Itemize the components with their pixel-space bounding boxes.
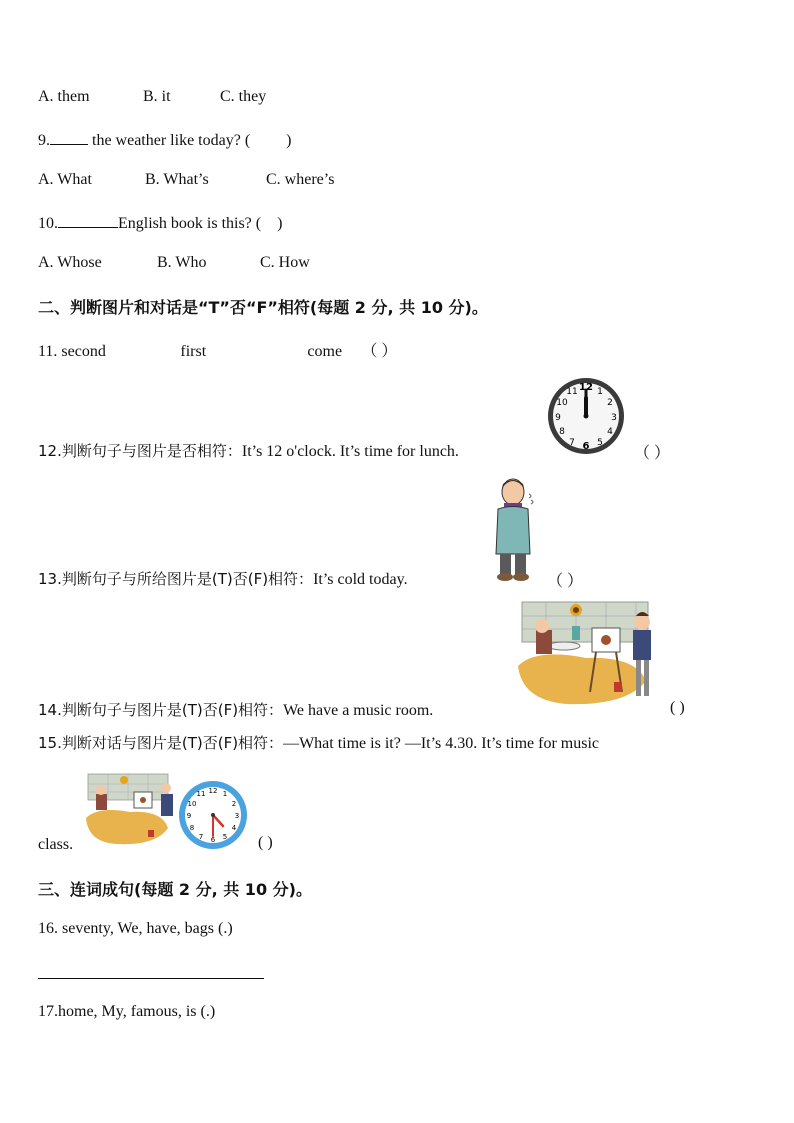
q10-number: 10. (38, 215, 58, 232)
q11-answer-paren[interactable]: （ ） (361, 343, 398, 360)
clock-12-icon (546, 376, 626, 456)
q8-option-b: B. it (143, 88, 171, 105)
q15-text: —What time is it? —It’s 4.30. It’s time for music (283, 735, 600, 752)
q11-word-3: come (307, 343, 343, 360)
clock-430-icon (178, 780, 248, 850)
q9-paren-close: ) (286, 132, 292, 149)
q10-options (38, 254, 310, 272)
svg-text:11: 11 (196, 790, 206, 798)
q11-word-1: second (61, 343, 106, 360)
section-2-heading: 二、判断图片和对话是“T”否“F”相符(每题 2 分, 共 10 分)。 (38, 298, 488, 317)
svg-text:12: 12 (579, 382, 593, 393)
svg-text:4: 4 (607, 427, 613, 437)
svg-text:2: 2 (231, 800, 237, 808)
svg-text:10: 10 (556, 398, 568, 408)
question-13 (38, 568, 408, 589)
svg-text:4: 4 (231, 824, 237, 832)
svg-text:9: 9 (186, 812, 192, 820)
q14-answer-paren[interactable]: ( ) (670, 699, 685, 716)
q9-option-a: A. What (38, 171, 92, 188)
q13-prefix: 13.判断句子与所给图片是(T)否(F)相符： (38, 570, 314, 588)
art-room-image-small (84, 770, 180, 852)
q10-text: English book is this? ( (118, 215, 262, 232)
q15-prefix: 15.判断对话与图片是(T)否(F)相符： (38, 734, 284, 752)
svg-text:6: 6 (582, 441, 590, 452)
svg-text:1: 1 (222, 790, 228, 798)
q16-answer-line[interactable] (38, 978, 264, 979)
svg-text:6: 6 (210, 836, 216, 844)
cold-boy-image (490, 476, 536, 584)
q10-paren-close: ) (277, 215, 283, 232)
svg-text:7: 7 (569, 438, 575, 448)
svg-text:1: 1 (597, 387, 603, 397)
question-9 (38, 130, 291, 150)
svg-text:5: 5 (597, 438, 603, 448)
svg-text:7: 7 (198, 833, 204, 841)
svg-text:10: 10 (187, 800, 197, 808)
q13-text: It’s cold today. (313, 571, 408, 588)
svg-text:12: 12 (208, 787, 218, 795)
q8-option-a: A. them (38, 88, 90, 105)
question-11 (38, 338, 397, 361)
question-10 (38, 213, 282, 233)
question-12 (38, 440, 459, 461)
svg-text:9: 9 (555, 413, 561, 423)
q9-option-b: B. What’s (145, 171, 209, 188)
q15-answer-paren[interactable]: ( ) (258, 834, 273, 851)
svg-text:11: 11 (566, 387, 578, 397)
q14-prefix: 14.判断句子与图片是(T)否(F)相符： (38, 701, 284, 719)
q9-option-c: C. where’s (266, 171, 335, 188)
q8-option-c: C. they (220, 88, 267, 105)
svg-text:8: 8 (189, 824, 195, 832)
q10-option-a: A. Whose (38, 254, 102, 271)
svg-text:5: 5 (222, 833, 228, 841)
q9-number: 9. (38, 132, 50, 149)
svg-text:8: 8 (559, 427, 565, 437)
q8-options (38, 88, 266, 106)
art-room-image (516, 596, 664, 716)
cold-person-icon (490, 476, 536, 584)
q11-number: 11. (38, 343, 58, 360)
question-17: 17.home, My, famous, is (.) (38, 1003, 216, 1020)
art-class-small-icon (84, 770, 180, 852)
svg-text:3: 3 (234, 812, 240, 820)
q10-option-c: C. How (260, 254, 310, 271)
art-class-icon (516, 596, 664, 716)
q12-text: It’s 12 o'clock. It’s time for lunch. (241, 443, 459, 460)
q9-text: the weather like today? ( (92, 132, 251, 149)
q10-blank[interactable] (58, 213, 118, 228)
question-15 (38, 732, 599, 753)
svg-text:3: 3 (611, 413, 617, 423)
q13-answer-paren[interactable]: （ ） (547, 573, 584, 590)
svg-text:2: 2 (607, 398, 613, 408)
q12-answer-paren[interactable]: （ ） (634, 445, 671, 462)
q15-text-continued: class. (38, 836, 74, 853)
q11-word-2: first (180, 343, 207, 360)
question-14 (38, 699, 433, 720)
section-3-heading: 三、连词成句(每题 2 分, 共 10 分)。 (38, 880, 312, 899)
q10-option-b: B. Who (157, 254, 207, 271)
q9-options (38, 171, 334, 189)
q14-text: We have a music room. (283, 702, 434, 719)
clock-430-image (178, 780, 248, 850)
q9-blank[interactable] (50, 130, 88, 145)
clock-12-image (546, 376, 626, 456)
question-16: 16. seventy, We, have, bags (.) (38, 920, 233, 937)
q12-prefix: 12.判断句子与图片是否相符： (38, 442, 242, 460)
